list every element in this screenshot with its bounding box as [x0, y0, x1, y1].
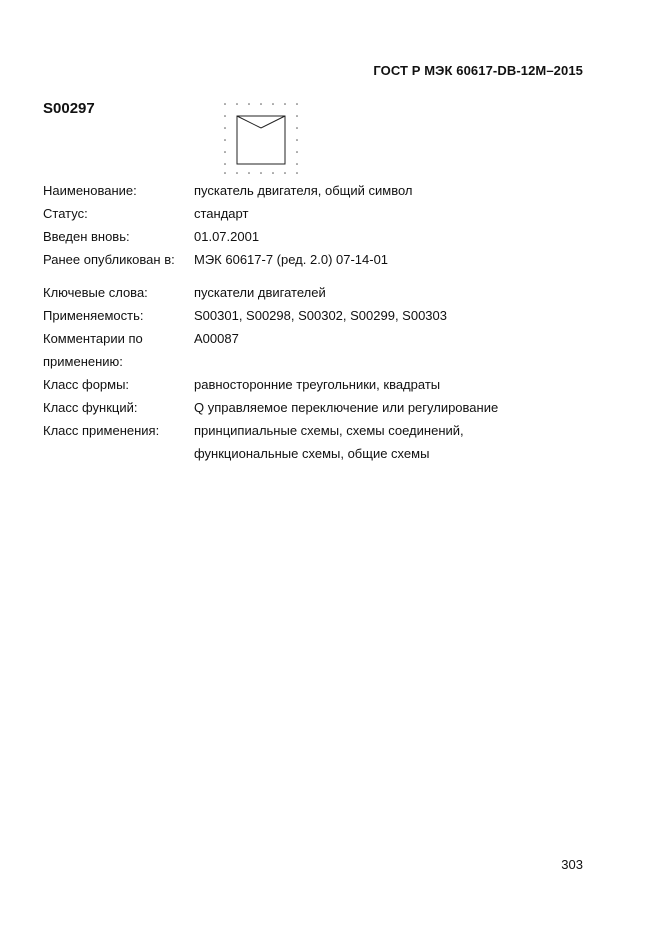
field-label: Комментарии по	[43, 331, 143, 346]
symbol-square	[237, 116, 285, 164]
field-label: Класс формы:	[43, 377, 130, 392]
field-label: Класс функций:	[43, 400, 138, 415]
field-label: Класс применения:	[43, 423, 160, 438]
field-row-comments-continued	[43, 350, 603, 373]
field-row-application-class-continued	[43, 442, 603, 465]
field-label: Введен вновь:	[43, 229, 130, 244]
field-value: стандарт	[194, 206, 249, 221]
field-value: пускатели двигателей	[194, 285, 326, 300]
document-header: ГОСТ Р МЭК 60617-DB-12M–2015	[373, 63, 583, 78]
symbol-properties	[43, 179, 603, 465]
symbol-code: S00297	[43, 100, 95, 117]
section-gap	[43, 271, 603, 281]
field-row-comments	[43, 327, 603, 350]
field-value: S00301, S00298, S00302, S00299, S00303	[194, 308, 447, 323]
field-value: МЭК 60617-7 (ред. 2.0) 07-14-01	[194, 252, 389, 267]
field-value: равносторонние треугольники, квадраты	[194, 377, 441, 392]
field-value	[194, 350, 603, 373]
field-value: принципиальные схемы, схемы соединений,	[194, 423, 464, 438]
field-row-status	[43, 202, 603, 225]
field-label: Ранее опубликован в:	[43, 252, 175, 267]
field-value: функциональные схемы, общие схемы	[194, 446, 430, 461]
field-row-application-class	[43, 419, 603, 442]
field-row-function-class	[43, 396, 603, 419]
field-label: Ключевые слова:	[43, 285, 148, 300]
page-number: 303	[561, 857, 583, 872]
field-row-keywords	[43, 281, 603, 304]
field-label: применению:	[43, 354, 123, 369]
field-row-previously-published	[43, 248, 603, 271]
field-label	[43, 442, 194, 465]
symbol-triangle	[237, 116, 285, 128]
motor-starter-symbol-icon	[220, 99, 302, 177]
grid-dots	[224, 103, 298, 174]
field-value: A00087	[194, 331, 239, 346]
field-label: Наименование:	[43, 183, 137, 198]
field-value: пускатель двигателя, общий символ	[194, 183, 413, 198]
field-label: Статус:	[43, 206, 88, 221]
field-value: Q управляемое переключение или регулирование	[194, 400, 499, 415]
field-value: 01.07.2001	[194, 229, 260, 244]
field-row-name	[43, 179, 603, 202]
field-row-applicability	[43, 304, 603, 327]
field-label: Применяемость:	[43, 308, 144, 323]
field-row-introduced	[43, 225, 603, 248]
field-row-shape-class	[43, 373, 603, 396]
